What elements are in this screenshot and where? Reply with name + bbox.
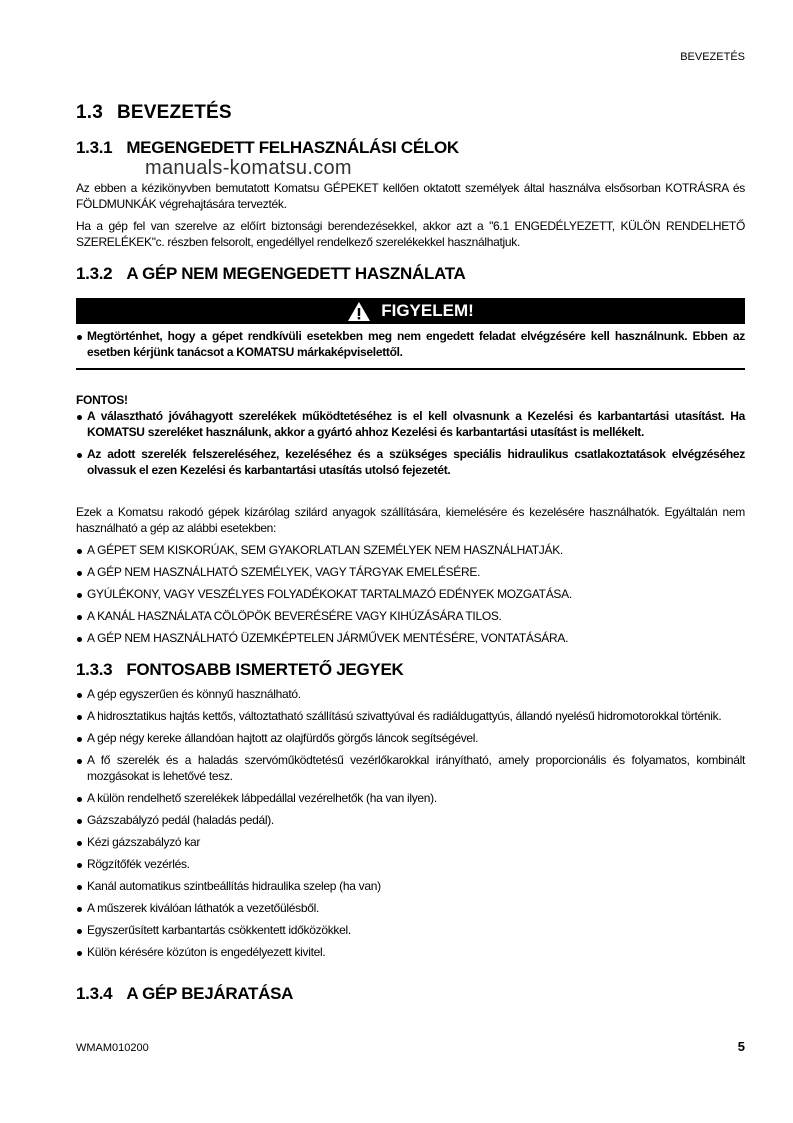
heading-title: A GÉP BEJÁRATÁSA <box>126 984 294 1003</box>
divider <box>76 368 745 370</box>
paragraph: Ha a gép fel van szerelve az előírt biztonsági berendezésekkel, akkor azt a "6.1 ENGEDÉLYEZETT, KÜLÖN RENDELHETŐ SZERELÉKEK"c. részben felsorolt, engedéllyel rendelkező szerelékekkel használhatjuk. <box>76 219 745 249</box>
section-heading-1-3 <box>76 102 745 124</box>
list-item: Rögzítőfék vezérlés. <box>76 856 745 872</box>
heading-title: BEVEZETÉS <box>117 102 232 123</box>
important-label: FONTOS! <box>76 393 128 407</box>
list-item: A gép négy kereke állandóan hajtott az olajfürdős görgős láncok segítségével. <box>76 730 745 746</box>
warning-banner <box>76 298 745 324</box>
heading-1-3-4 <box>76 984 745 1004</box>
list-item: A fő szerelék és a haladás szervóműködtetésű vezérlőkarokkal irányítható, amely proporcionális és folyamatos, kombinált mozgásokat is lehetővé tesz. <box>76 752 745 784</box>
prohibited-uses-list <box>76 542 745 646</box>
list-item: Kanál automatikus szintbeállítás hidraulika szelep (ha van) <box>76 878 745 894</box>
document-code: WMAM010200 <box>76 1042 149 1054</box>
list-item: Kézi gázszabályzó kar <box>76 834 745 850</box>
heading-number: 1.3 <box>76 102 104 123</box>
warning-text: Megtörténhet, hogy a gépet rendkívüli esetekben meg nem engedett feladat elvégzésére kell használnunk. Ebben az esetben kérjünk tanácsot a KOMATSU márkaképviselettől. <box>76 328 745 360</box>
list-item: GYÚLÉKONY, VAGY VESZÉLYES FOLYADÉKOKAT TARTALMAZÓ EDÉNYEK MOZGATÁSA. <box>76 586 745 602</box>
page-number: 5 <box>737 1039 745 1054</box>
running-header: BEVEZETÉS <box>680 51 745 63</box>
heading-title: A GÉP NEM MEGENGEDETT HASZNÁLATA <box>126 264 466 283</box>
list-item: A GÉPET SEM KISKORÚAK, SEM GYAKORLATLAN SZEMÉLYEK NEM HASZNÁLHATJÁK. <box>76 542 745 558</box>
important-item: A választható jóváhagyott szerelékek működtetéséhez is el kell olvasnunk a Kezelési és karbantartási utasítást. Ha KOMATSU szereléket használunk, akkor a gyártó ahhoz Kezelési és karbantartási utasítást is mellékelt. <box>76 408 745 440</box>
list-item: A hidrosztatikus hajtás kettős, változtatható szállítású szivattyúval és radiáldugattyús, állandó nyelésű hidromotorokkal történik. <box>76 708 745 724</box>
list-item: A külön rendelhető szerelékek lábpedállal vezérelhetők (ha van ilyen). <box>76 790 745 806</box>
paragraph: Ezek a Komatsu rakodó gépek kizárólag szilárd anyagok szállítására, kiemelésére és kezelésére használhatók. Egyáltalán nem használható a gép az alábbi esetekben: <box>76 505 745 535</box>
heading-number: 1.3.3 <box>76 660 113 679</box>
heading-1-3-2 <box>76 264 745 284</box>
important-item: Az adott szerelék felszereléséhez, kezeléséhez és a szükséges speciális hidraulikus csatlakoztatások elvégzéséhez olvassuk el ezen Kezelési és karbantartási utasítás utolsó fejezetét. <box>76 446 745 478</box>
list-item: A műszerek kiválóan láthatók a vezetőülésből. <box>76 900 745 916</box>
paragraph: Az ebben a kézikönyvben bemutatott Komatsu GÉPEKET kellően oktatott személyek által használva elsősorban KOTRÁSRA és FÖLDMUNKÁK végrehajtására tervezték. <box>76 181 745 211</box>
watermark: manuals-komatsu.com <box>145 157 352 179</box>
features-list <box>76 686 745 960</box>
list-item: A GÉP NEM HASZNÁLHATÓ ÜZEMKÉPTELEN JÁRMŰVEK MENTÉSÉRE, VONTATÁSÁRA. <box>76 630 745 646</box>
list-item: Egyszerűsített karbantartás csökkentett időközökkel. <box>76 922 745 938</box>
heading-number: 1.3.1 <box>76 138 113 157</box>
heading-1-3-3 <box>76 660 745 680</box>
heading-number: 1.3.4 <box>76 984 113 1003</box>
list-item: A KANÁL HASZNÁLATA CÖLÖPÖK BEVERÉSÉRE VAGY KIHÚZÁSÁRA TILOS. <box>76 608 745 624</box>
warning-triangle-icon <box>347 301 371 322</box>
list-item: A GÉP NEM HASZNÁLHATÓ SZEMÉLYEK, VAGY TÁRGYAK EMELÉSÉRE. <box>76 564 745 580</box>
footer <box>76 1040 745 1055</box>
heading-1-3-1 <box>76 138 745 158</box>
warning-title: FIGYELEM! <box>381 301 474 320</box>
list-item: Gázszabályzó pedál (haladás pedál). <box>76 812 745 828</box>
list-item: Külön kérésére közúton is engedélyezett kivitel. <box>76 944 745 960</box>
heading-title: MEGENGEDETT FELHASZNÁLÁSI CÉLOK <box>126 138 459 157</box>
heading-number: 1.3.2 <box>76 264 113 283</box>
list-item: A gép egyszerűen és könnyű használható. <box>76 686 745 702</box>
heading-title: FONTOSABB ISMERTETŐ JEGYEK <box>126 660 404 679</box>
